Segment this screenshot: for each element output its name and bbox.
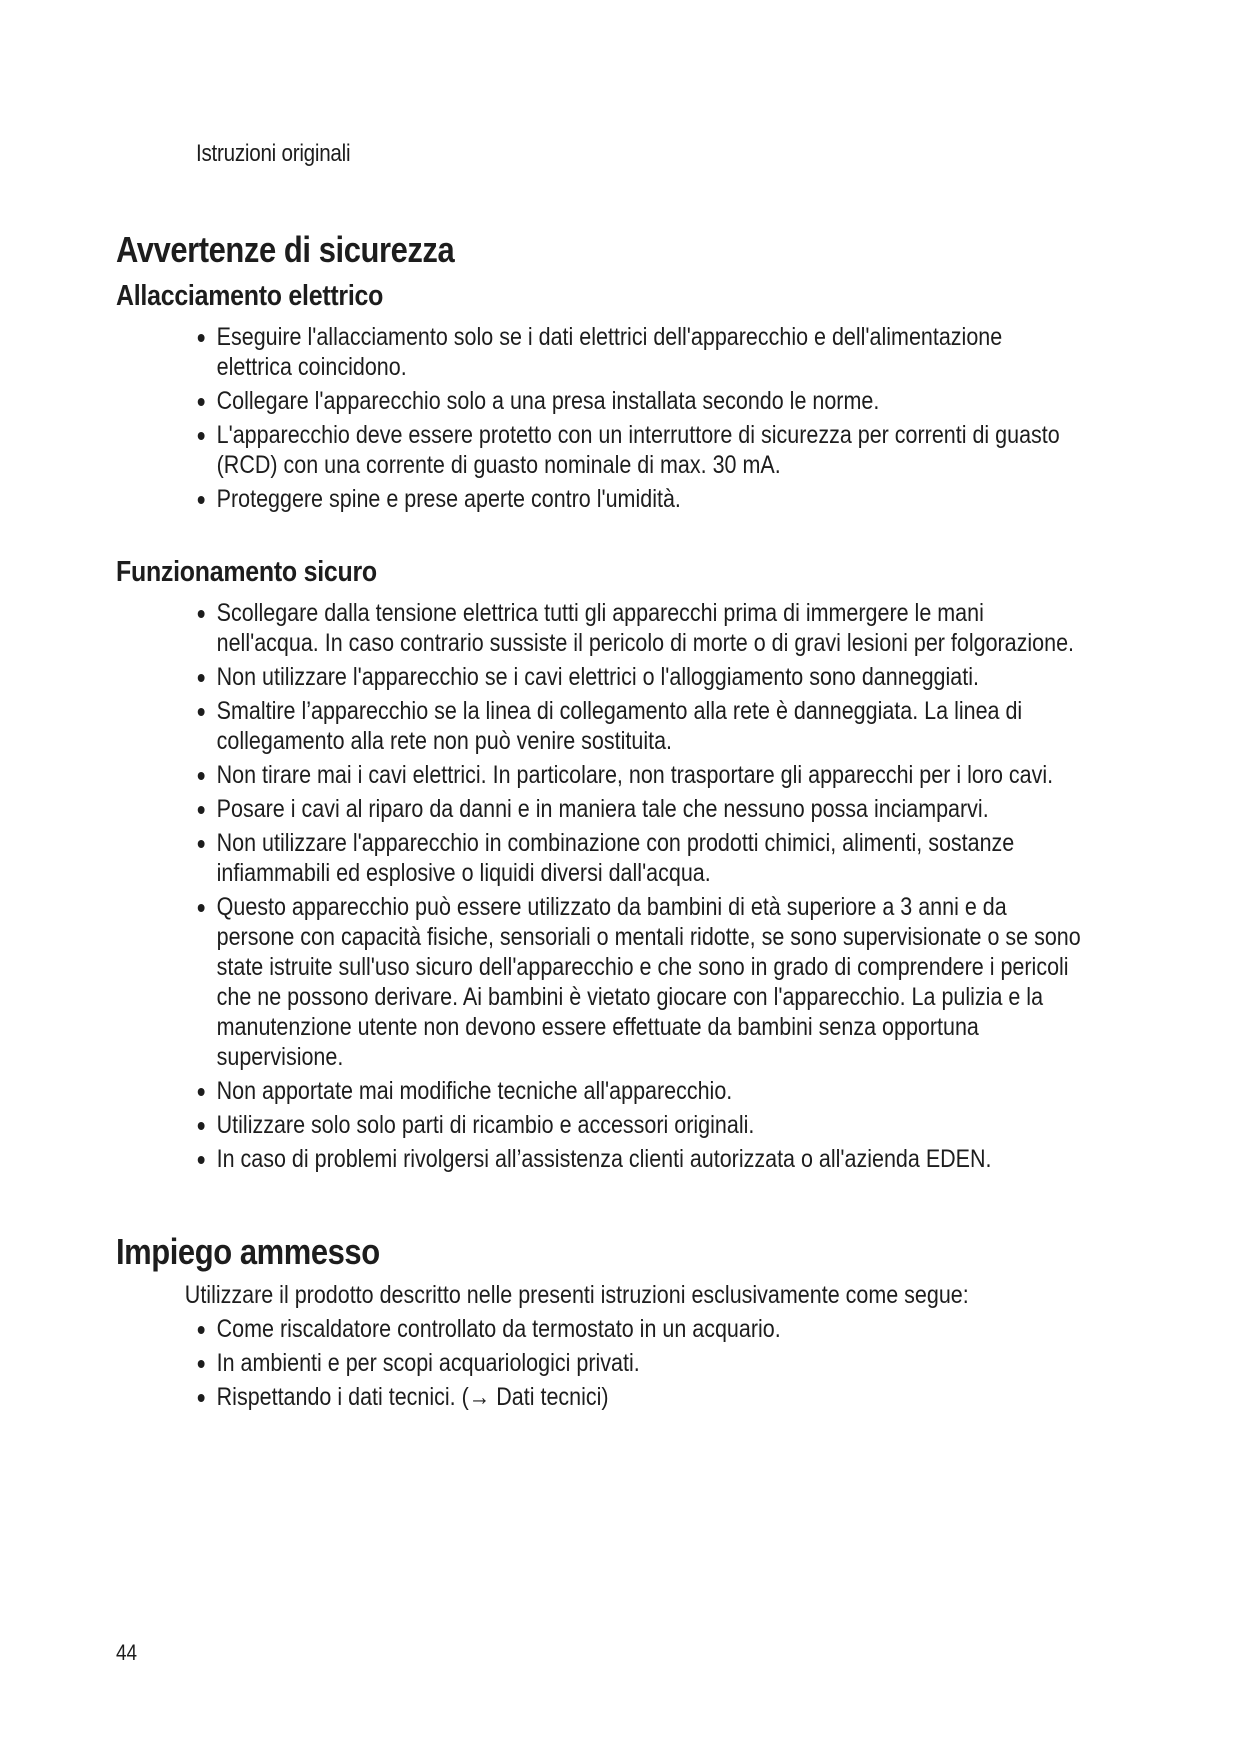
list-item: Utilizzare solo solo parti di ricambio e accessori originali. bbox=[196, 1110, 1082, 1140]
list-item: Posare i cavi al riparo da danni e in maniera tale che nessuno possa inciamparvi. bbox=[196, 794, 1082, 824]
safety-heading: Avvertenze di sicurezza bbox=[116, 229, 455, 270]
safe-operation-list bbox=[116, 598, 1126, 1174]
electrical-connection-list bbox=[116, 322, 1126, 514]
list-item: Eseguire l'allacciamento solo se i dati elettrici dell'apparecchio e dell'alimentazione elettrica coincidono. bbox=[196, 322, 1082, 382]
header-note: Istruzioni originali bbox=[196, 140, 351, 167]
safe-operation-heading: Funzionamento sicuro bbox=[116, 556, 377, 588]
list-item: Non tirare mai i cavi elettrici. In particolare, non trasportare gli apparecchi per i loro cavi. bbox=[196, 760, 1082, 790]
electrical-connection-heading: Allacciamento elettrico bbox=[116, 280, 384, 312]
intended-use-intro: Utilizzare il prodotto descritto nelle presenti istruzioni esclusivamente come segue: bbox=[184, 1281, 969, 1309]
list-item: Rispettando i dati tecnici. (→ Dati tecnici) bbox=[196, 1382, 1082, 1412]
page-content bbox=[116, 228, 1126, 1416]
list-item: L'apparecchio deve essere protetto con un interruttore di sicurezza per correnti di guasto (RCD) con una corrente di guasto nominale di max. 30 mA. bbox=[196, 420, 1082, 480]
list-item: Non apportate mai modifiche tecniche all'apparecchio. bbox=[196, 1076, 1082, 1106]
list-item: Collegare l'apparecchio solo a una presa installata secondo le norme. bbox=[196, 386, 1082, 416]
list-item: Scollegare dalla tensione elettrica tutti gli apparecchi prima di immergere le mani nell'acqua. In caso contrario sussiste il pericolo di morte o di gravi lesioni per folgorazione. bbox=[196, 598, 1082, 658]
list-item: Non utilizzare l'apparecchio se i cavi elettrici o l'alloggiamento sono danneggiati. bbox=[196, 662, 1082, 692]
list-item: Come riscaldatore controllato da termostato in un acquario. bbox=[196, 1314, 1082, 1344]
list-item: In ambienti e per scopi acquariologici privati. bbox=[196, 1348, 1082, 1378]
intended-use-list bbox=[116, 1314, 1126, 1412]
list-item: Smaltire l’apparecchio se la linea di collegamento alla rete è danneggiata. La linea di collegamento alla rete non può venire sostituita. bbox=[196, 696, 1082, 756]
list-item: Proteggere spine e prese aperte contro l'umidità. bbox=[196, 484, 1082, 514]
list-item: Questo apparecchio può essere utilizzato da bambini di età superiore a 3 anni e da persone con capacità fisiche, sensoriali o mentali ridotte, se sono supervisionate o se sono state istruite sull'uso sicuro dell'apparecchio e che sono in grado di comprendere i pericoli che ne possono derivare. Ai bambini è vietato giocare con l'apparecchio. La pulizia e la manutenzione utente non devono essere effettuate da bambini senza opportuna supervisione. bbox=[196, 892, 1082, 1072]
page-number: 44 bbox=[116, 1640, 138, 1665]
list-item: Non utilizzare l'apparecchio in combinazione con prodotti chimici, alimenti, sostanze infiammabili ed esplosive o liquidi diversi dall'acqua. bbox=[196, 828, 1082, 888]
list-item: In caso di problemi rivolgersi all’assistenza clienti autorizzata o all'azienda EDEN. bbox=[196, 1144, 1082, 1174]
intended-use-heading: Impiego ammesso bbox=[116, 1231, 380, 1272]
